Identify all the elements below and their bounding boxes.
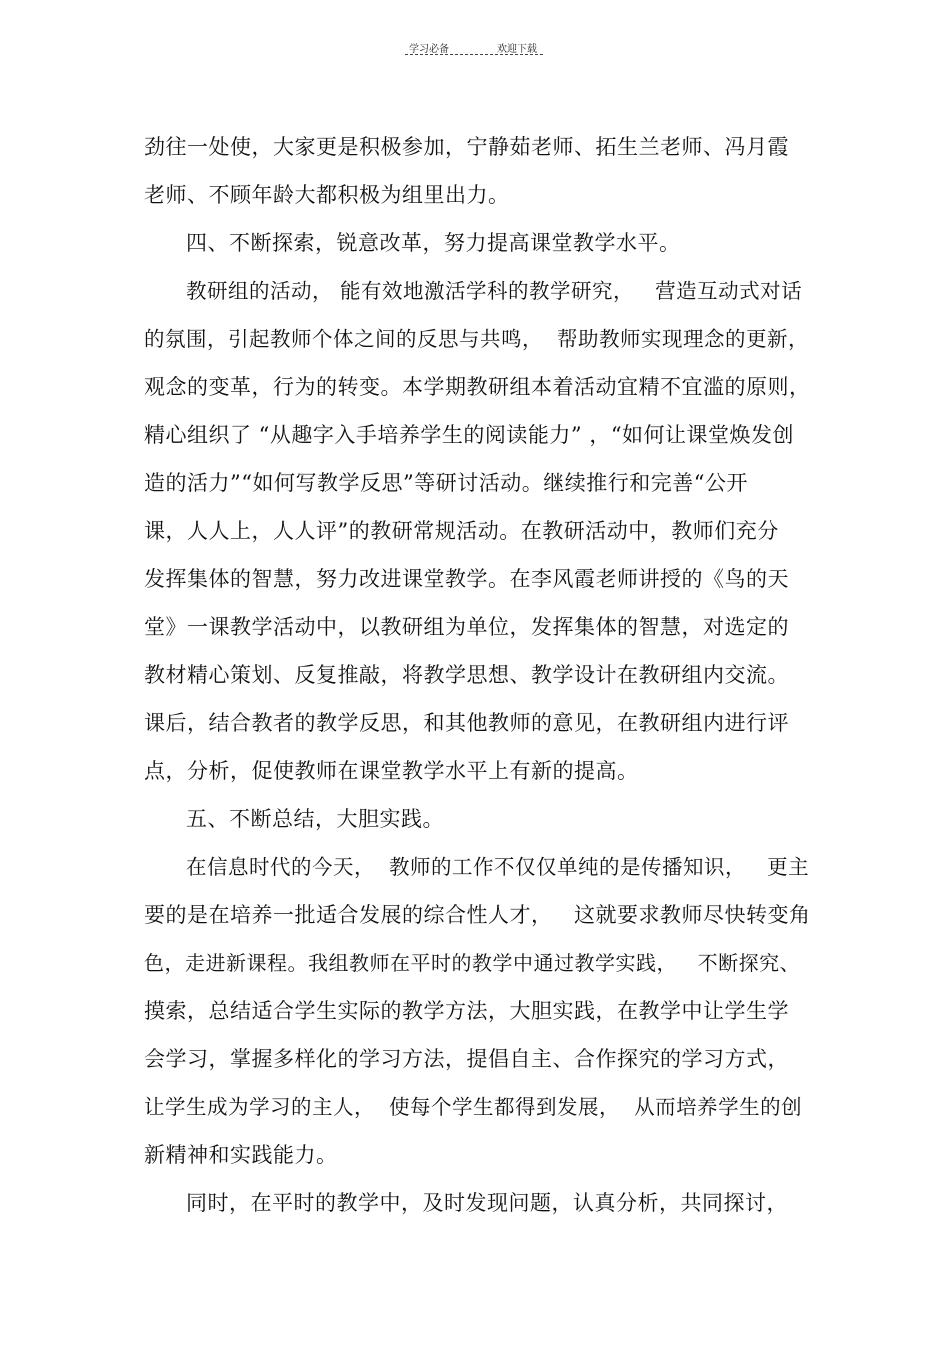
text-line: 同时，在平时的教学中，及时发现问题，认真分析，共同探讨，: [186, 1191, 788, 1215]
header-divider: [405, 54, 543, 55]
text-line: 新精神和实践能力。: [144, 1143, 338, 1167]
text-line: 让学生成为学习的主人， 使每个学生都得到发展， 从而培养学生的创: [144, 1095, 803, 1119]
section-heading: 五、不断总结，大胆实践。: [186, 807, 444, 831]
text-line: 要的是在培养一批适合发展的综合性人才， 这就要求教师尽快转变角: [144, 903, 811, 927]
text-line: 老师、不顾年龄大都积极为组里出力。: [144, 183, 510, 207]
header-right-text: 欢迎下载: [497, 44, 537, 55]
header-left-text: 学习必备: [409, 44, 449, 55]
text-line: 教研组的活动， 能有效地激活学科的教学研究， 营造互动式对话: [186, 279, 803, 303]
text-line: 堂》一课教学活动中，以教研组为单位，发挥集体的智慧，对选定的: [144, 615, 789, 639]
text-line: 会学习，掌握多样化的学习方法，提倡自主、合作探究的学习方式，: [144, 1047, 789, 1071]
text-line: 造的活力”“如何写教学反思”等研讨活动。继续推行和完善“公开: [144, 471, 748, 495]
text-line: 色，走进新课程。我组教师在平时的教学中通过教学实践， 不断探究、: [144, 951, 801, 975]
text-line: 劲往一处使，大家更是积极参加，宁静茹老师、拓生兰老师、冯月霞: [144, 135, 789, 159]
text-line: 教材精心策划、反复推敲，将教学思想、教学设计在教研组内交流。: [144, 663, 789, 687]
text-line: 观念的变革，行为的转变。本学期教研组本着活动宜精不宜滥的原则，: [144, 375, 811, 399]
text-line: 发挥集体的智慧，努力改进课堂教学。在李风霞老师讲授的《鸟的天: [144, 567, 789, 591]
text-line: 摸索，总结适合学生实际的教学方法，大胆实践，在教学中让学生学: [144, 999, 789, 1023]
text-line: 的氛围，引起教师个体之间的反思与共鸣， 帮助教师实现理念的更新，: [144, 327, 810, 351]
text-line: 在信息时代的今天， 教师的工作不仅仅单纯的是传播知识， 更主: [186, 855, 810, 879]
text-line: 课，人人上，人人评”的教研常规活动。在教研活动中，教师们充分: [144, 519, 779, 543]
text-line: 课后，结合教者的教学反思，和其他教师的意见，在教研组内进行评: [144, 711, 789, 735]
page-header: [405, 36, 545, 58]
text-line: 精心组织了 “从趣字入手培养学生的阅读能力” ，“如何让课堂焕发创: [144, 423, 795, 447]
section-heading: 四、不断探索，锐意改革，努力提高课堂教学水平。: [186, 231, 681, 255]
text-line: 点，分析，促使教师在课堂教学水平上有新的提高。: [144, 759, 639, 783]
